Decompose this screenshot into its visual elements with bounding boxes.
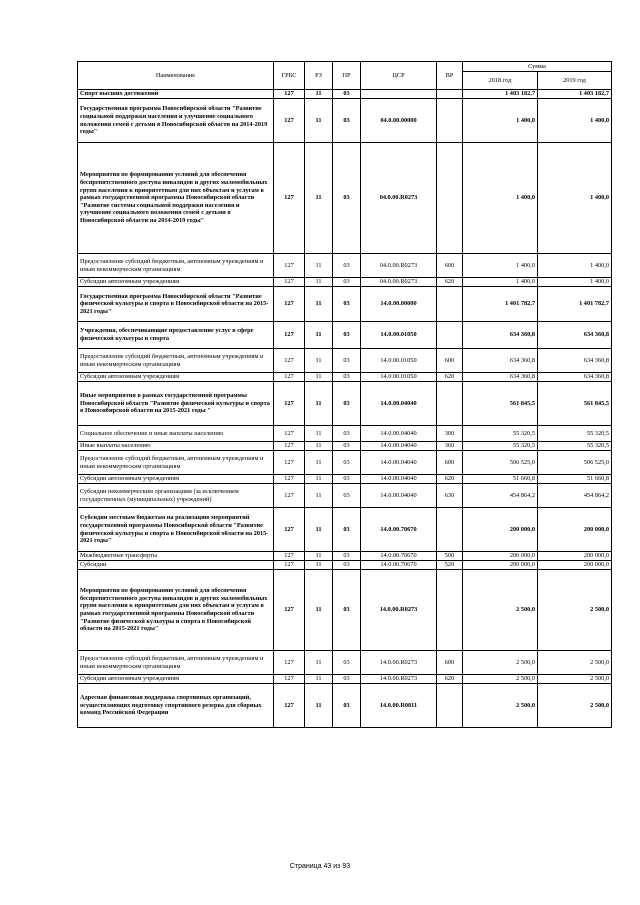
cell-grbs: 127 (274, 651, 305, 675)
cell-csr: 04.0.00.R0273 (361, 278, 437, 287)
cell-rz: 11 (305, 552, 333, 561)
cell-y2019: 1 400,0 (538, 99, 612, 143)
cell-name: Субсидии автономным учреждениям (78, 475, 274, 484)
table-row (78, 99, 612, 143)
cell-y2018: 1 400,0 (463, 254, 538, 278)
cell-pr: 03 (333, 349, 361, 373)
cell-pr: 03 (333, 254, 361, 278)
cell-y2019: 55 320,5 (538, 426, 612, 442)
cell-rz: 11 (305, 561, 333, 570)
cell-rz: 11 (305, 442, 333, 451)
cell-pr: 03 (333, 684, 361, 728)
cell-y2019: 200 000,0 (538, 552, 612, 561)
header-name: Наименование (78, 62, 274, 90)
cell-y2018: 1 400,0 (463, 143, 538, 254)
cell-y2019: 634 360,8 (538, 349, 612, 373)
cell-grbs: 127 (274, 552, 305, 561)
cell-csr: 14.0.00.04040 (361, 451, 437, 475)
cell-pr: 03 (333, 675, 361, 684)
header-2018: 2018 год (463, 72, 538, 90)
cell-csr: 14.0.00.01050 (361, 349, 437, 373)
cell-name: Субсидии автономным учреждениям (78, 278, 274, 287)
cell-rz: 11 (305, 684, 333, 728)
table-row (78, 254, 612, 278)
cell-vr: 630 (437, 484, 463, 508)
cell-pr: 03 (333, 143, 361, 254)
cell-y2018: 1 401 782,7 (463, 287, 538, 322)
cell-y2019: 1 401 782,7 (538, 287, 612, 322)
cell-grbs: 127 (274, 254, 305, 278)
header-vr: ВР (437, 62, 463, 90)
cell-vr: 600 (437, 349, 463, 373)
cell-y2019: 200 000,0 (538, 508, 612, 552)
table-row (78, 675, 612, 684)
cell-rz: 11 (305, 484, 333, 508)
cell-pr: 03 (333, 561, 361, 570)
table-row (78, 570, 612, 651)
table-row (78, 143, 612, 254)
cell-rz: 11 (305, 475, 333, 484)
cell-pr: 03 (333, 287, 361, 322)
cell-rz: 11 (305, 349, 333, 373)
cell-name: Социальное обеспечение и иные выплаты населению (78, 426, 274, 442)
cell-rz: 11 (305, 451, 333, 475)
cell-pr: 03 (333, 484, 361, 508)
cell-y2019: 55 320,5 (538, 442, 612, 451)
header-pr: ПР (333, 62, 361, 90)
table-row (78, 484, 612, 508)
cell-csr: 04.0.00.R0273 (361, 254, 437, 278)
cell-name: Субсидии автономным учреждениям (78, 675, 274, 684)
cell-y2018: 2 500,0 (463, 651, 538, 675)
cell-rz: 11 (305, 278, 333, 287)
cell-vr (437, 570, 463, 651)
cell-rz: 11 (305, 143, 333, 254)
cell-y2018: 55 320,5 (463, 442, 538, 451)
cell-y2019: 1 400,0 (538, 278, 612, 287)
cell-vr: 620 (437, 278, 463, 287)
table-row (78, 561, 612, 570)
cell-y2018: 634 360,8 (463, 349, 538, 373)
header-rz: РЗ (305, 62, 333, 90)
cell-csr: 14.0.00.R0273 (361, 570, 437, 651)
cell-name: Учреждения, обеспечивающие предоставление услуг в сфере физической культуры и спорта (78, 322, 274, 349)
header-csr: ЦСР (361, 62, 437, 90)
table-row (78, 382, 612, 426)
cell-grbs: 127 (274, 475, 305, 484)
cell-rz: 11 (305, 99, 333, 143)
table-row (78, 287, 612, 322)
cell-pr: 03 (333, 99, 361, 143)
cell-pr: 03 (333, 90, 361, 99)
cell-vr (437, 143, 463, 254)
cell-pr: 03 (333, 651, 361, 675)
cell-csr: 04.0.00.R0273 (361, 143, 437, 254)
cell-name: Предоставление субсидий бюджетным, автономным учреждениям и иным некоммерческим организациям (78, 349, 274, 373)
cell-vr: 360 (437, 442, 463, 451)
table-row (78, 684, 612, 728)
cell-y2019: 634 360,8 (538, 322, 612, 349)
cell-grbs: 127 (274, 426, 305, 442)
cell-name: Межбюджетные трансферты (78, 552, 274, 561)
cell-rz: 11 (305, 426, 333, 442)
cell-grbs: 127 (274, 99, 305, 143)
cell-csr: 14.0.00.04040 (361, 475, 437, 484)
table-row (78, 651, 612, 675)
cell-y2019: 561 845,5 (538, 382, 612, 426)
cell-name: Субсидии некоммерческим организациям (за исключением государственных (муниципальных) учреждений) (78, 484, 274, 508)
cell-vr: 620 (437, 475, 463, 484)
cell-y2018: 2 500,0 (463, 570, 538, 651)
cell-y2018: 55 320,5 (463, 426, 538, 442)
cell-rz: 11 (305, 570, 333, 651)
cell-y2019: 506 525,0 (538, 451, 612, 475)
cell-vr: 300 (437, 426, 463, 442)
cell-name: Мероприятия по формированию условий для обеспечения беспрепятственного доступа инвалидов и других маломобильных групп населения к приоритетным для них объектам и услугам в рамках государственной программы Новосибирской области "Развитие физической культуры и спорта в Новосибирской области на 2015-2021 годы" (78, 570, 274, 651)
cell-y2018: 1 400,0 (463, 99, 538, 143)
cell-y2018: 506 525,0 (463, 451, 538, 475)
cell-y2018: 200 000,0 (463, 552, 538, 561)
cell-y2018: 2 500,0 (463, 675, 538, 684)
cell-y2019: 1 403 182,7 (538, 90, 612, 99)
header-2019: 2019 год (538, 72, 612, 90)
cell-y2018: 200 000,0 (463, 561, 538, 570)
cell-name: Субсидии (78, 561, 274, 570)
cell-pr: 03 (333, 278, 361, 287)
cell-grbs: 127 (274, 684, 305, 728)
cell-grbs: 127 (274, 322, 305, 349)
cell-grbs: 127 (274, 287, 305, 322)
cell-name: Государственная программа Новосибирской области "Развитие социальной поддержки населения и улучшение социального положения семей с детьми в Новосибирской области на 2014-2019 годы" (78, 99, 274, 143)
cell-pr: 03 (333, 442, 361, 451)
cell-y2019: 2 500,0 (538, 684, 612, 728)
table-row (78, 349, 612, 373)
table-row (78, 322, 612, 349)
cell-grbs: 127 (274, 570, 305, 651)
cell-name: Предоставление субсидий бюджетным, автономным учреждениям и иным некоммерческим организациям (78, 451, 274, 475)
cell-name: Адресная финансовая поддержка спортивных организаций, осуществляющих подготовку спортивного резерва для сборных команд Российской Федерации (78, 684, 274, 728)
cell-y2019: 1 400,0 (538, 143, 612, 254)
cell-rz: 11 (305, 373, 333, 382)
cell-vr (437, 684, 463, 728)
budget-table (77, 61, 612, 728)
cell-y2018: 1 403 182,7 (463, 90, 538, 99)
cell-csr: 14.0.00.01050 (361, 373, 437, 382)
cell-csr: 14.0.00.00000 (361, 287, 437, 322)
cell-grbs: 127 (274, 561, 305, 570)
cell-rz: 11 (305, 322, 333, 349)
cell-csr: 14.0.00.04040 (361, 484, 437, 508)
cell-grbs: 127 (274, 484, 305, 508)
table-row (78, 508, 612, 552)
cell-y2019: 454 864,2 (538, 484, 612, 508)
cell-pr: 03 (333, 426, 361, 442)
cell-vr: 500 (437, 552, 463, 561)
cell-vr (437, 322, 463, 349)
cell-y2019: 51 660,8 (538, 475, 612, 484)
cell-y2018: 51 660,8 (463, 475, 538, 484)
table-row (78, 451, 612, 475)
cell-name: Предоставление субсидий бюджетным, автономным учреждениям и иным некоммерческим организациям (78, 651, 274, 675)
header-sum: Сумма (463, 62, 612, 72)
cell-name: Государственная программа Новосибирской области "Развитие физической культуры и спорта в Новосибирской области на 2015-2021 годы" (78, 287, 274, 322)
cell-vr: 520 (437, 561, 463, 570)
cell-csr: 14.0.00.04040 (361, 426, 437, 442)
cell-name: Субсидии местным бюджетам на реализацию мероприятий государственной программы Новосибирской области "Развитие физической культуры и спорта в Новосибирской области на 2015-2021 годы" (78, 508, 274, 552)
cell-y2018: 1 400,0 (463, 278, 538, 287)
cell-grbs: 127 (274, 349, 305, 373)
cell-pr: 03 (333, 451, 361, 475)
cell-vr (437, 99, 463, 143)
cell-csr: 14.0.00.70670 (361, 508, 437, 552)
cell-y2018: 2 500,0 (463, 684, 538, 728)
cell-vr: 600 (437, 451, 463, 475)
cell-csr: 14.0.00.70670 (361, 552, 437, 561)
table-row (78, 278, 612, 287)
cell-grbs: 127 (274, 382, 305, 426)
header-grbs: ГРБС (274, 62, 305, 90)
table-row (78, 426, 612, 442)
cell-grbs: 127 (274, 278, 305, 287)
cell-csr: 14.0.00.70670 (361, 561, 437, 570)
cell-rz: 11 (305, 382, 333, 426)
cell-y2018: 200 000,0 (463, 508, 538, 552)
cell-y2019: 2 500,0 (538, 570, 612, 651)
cell-y2018: 561 845,5 (463, 382, 538, 426)
cell-grbs: 127 (274, 143, 305, 254)
cell-y2019: 2 500,0 (538, 651, 612, 675)
cell-rz: 11 (305, 254, 333, 278)
cell-vr (437, 287, 463, 322)
cell-rz: 11 (305, 287, 333, 322)
cell-name: Субсидии автономным учреждениям (78, 373, 274, 382)
cell-vr: 600 (437, 254, 463, 278)
table-row (78, 552, 612, 561)
cell-pr: 03 (333, 382, 361, 426)
cell-pr: 03 (333, 508, 361, 552)
cell-y2018: 634 360,8 (463, 322, 538, 349)
cell-grbs: 127 (274, 675, 305, 684)
cell-grbs: 127 (274, 451, 305, 475)
cell-name: Мероприятия по формированию условий для обеспечения беспрепятственного доступа инвалидов и других маломобильных групп населения к приоритетным для них объектам и услугам в рамках государственной программы Новосибирской области "Развитие системы социальной поддержки населения и улучшение социального положения семей с детьми в Новосибирской области на 2014-2019 годы" (78, 143, 274, 254)
table-body (78, 90, 612, 728)
cell-csr: 14.0.00.R0273 (361, 675, 437, 684)
cell-pr: 03 (333, 475, 361, 484)
table-row (78, 90, 612, 99)
cell-rz: 11 (305, 675, 333, 684)
cell-name: Иные выплаты населению (78, 442, 274, 451)
cell-grbs: 127 (274, 90, 305, 99)
cell-csr: 14.0.00.01050 (361, 322, 437, 349)
cell-y2018: 634 360,8 (463, 373, 538, 382)
table-row (78, 442, 612, 451)
cell-csr: 14.0.00.R0273 (361, 651, 437, 675)
cell-name: Спорт высших достижений (78, 90, 274, 99)
cell-csr (361, 90, 437, 99)
cell-y2019: 2 500,0 (538, 675, 612, 684)
cell-grbs: 127 (274, 373, 305, 382)
cell-vr: 620 (437, 675, 463, 684)
cell-pr: 03 (333, 322, 361, 349)
cell-y2019: 634 360,8 (538, 373, 612, 382)
cell-y2019: 200 000,0 (538, 561, 612, 570)
cell-csr: 14.0.00.04040 (361, 442, 437, 451)
cell-vr: 620 (437, 373, 463, 382)
cell-y2018: 454 864,2 (463, 484, 538, 508)
cell-vr: 600 (437, 651, 463, 675)
cell-csr: 14.0.00.04040 (361, 382, 437, 426)
cell-vr (437, 508, 463, 552)
cell-pr: 03 (333, 373, 361, 382)
cell-pr: 03 (333, 570, 361, 651)
cell-vr (437, 382, 463, 426)
cell-pr: 03 (333, 552, 361, 561)
cell-grbs: 127 (274, 442, 305, 451)
cell-csr: 04.0.00.00000 (361, 99, 437, 143)
table-row (78, 475, 612, 484)
cell-rz: 11 (305, 651, 333, 675)
table-row (78, 373, 612, 382)
cell-name: Предоставление субсидий бюджетным, автономным учреждениям и иным некоммерческим организациям (78, 254, 274, 278)
cell-grbs: 127 (274, 508, 305, 552)
cell-vr (437, 90, 463, 99)
cell-y2019: 1 400,0 (538, 254, 612, 278)
page-number: Страница 43 из 93 (289, 863, 351, 870)
cell-name: Иные мероприятия в рамках государственной программы Новосибирской области "Развитие физической культуры и спорта в Новосибирской области на 2015-2021 годы " (78, 382, 274, 426)
cell-csr: 14.0.00.R0811 (361, 684, 437, 728)
cell-rz: 11 (305, 508, 333, 552)
cell-rz: 11 (305, 90, 333, 99)
